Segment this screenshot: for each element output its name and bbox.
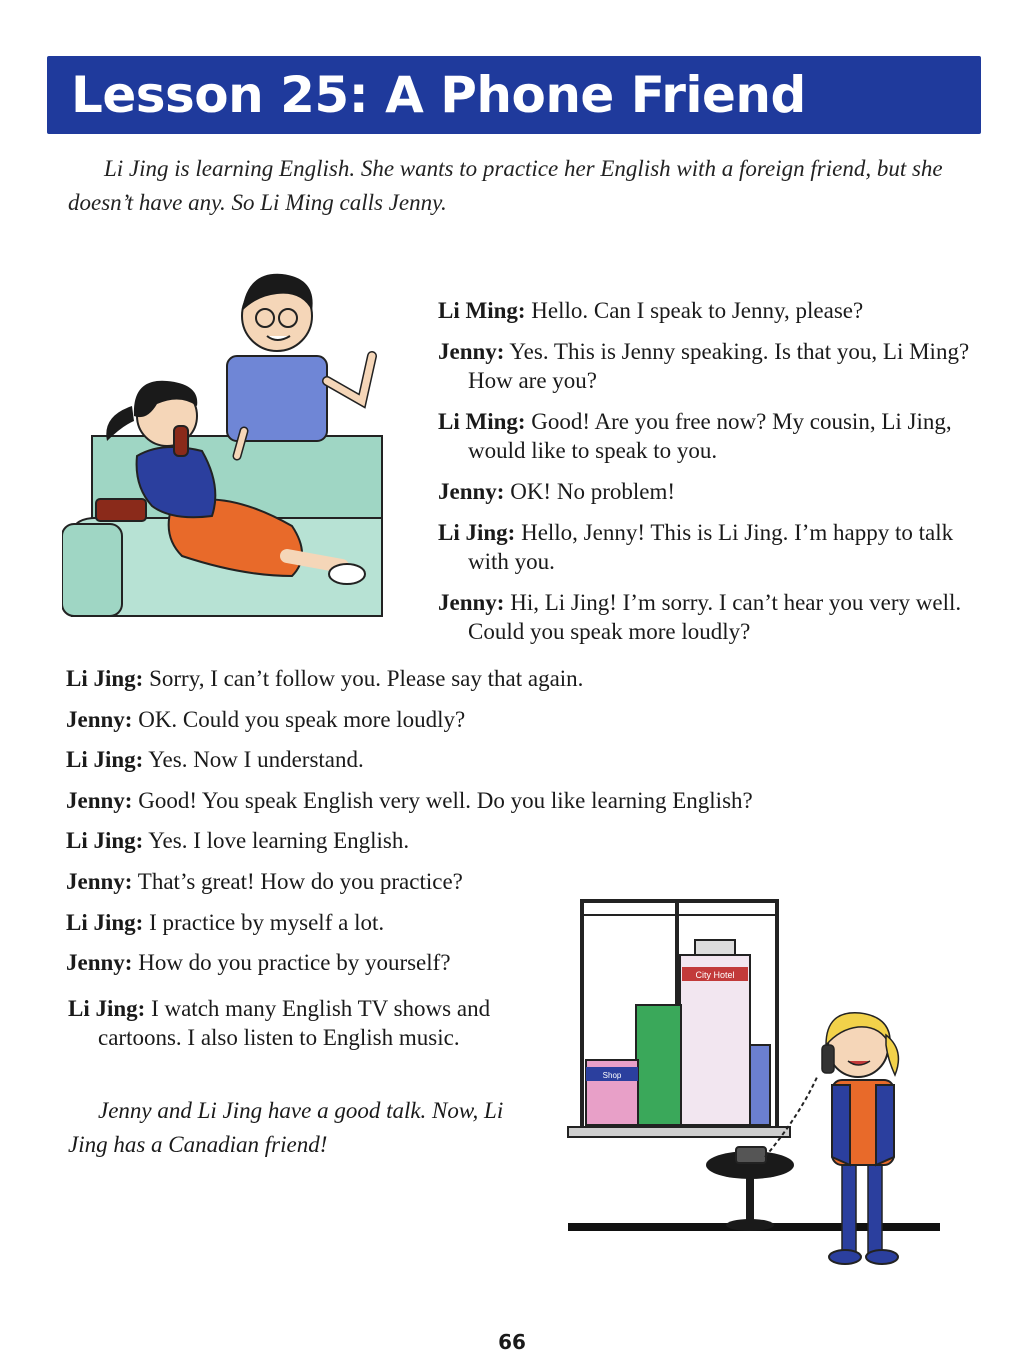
dialog-line: [438, 588, 998, 646]
page-number: 66: [498, 1330, 526, 1354]
speaker: Li Jing:: [438, 520, 516, 545]
speaker: Li Jing:: [66, 666, 144, 691]
dialog-line: [66, 705, 926, 734]
utterance: How do you practice by yourself?: [138, 950, 451, 976]
speaker: Li Jing:: [68, 996, 146, 1021]
utterance: Hello, Jenny! This is Li Jing. I’m happy to talk with you.: [468, 520, 954, 574]
illustration-jenny-on-phone: [560, 895, 950, 1275]
utterance: Sorry, I can’t follow you. Please say that again.: [149, 666, 584, 691]
dialog-line: [438, 296, 998, 325]
utterance: Yes. Now I understand.: [148, 747, 364, 773]
speaker: Jenny:: [66, 950, 133, 976]
intro-paragraph: Li Jing is learning English. She wants to practice her English with a foreign friend, but she doesn’t have any. So Li Ming calls Jenny.: [68, 156, 943, 215]
dialog-last: [68, 994, 508, 1064]
utterance: Good! Are you free now? My cousin, Li Jing, would like to speak to you.: [468, 409, 952, 463]
speaker: Jenny:: [66, 787, 133, 813]
utterance: Good! You speak English very well. Do you like learning English?: [138, 787, 753, 813]
illustration-li-jing-on-phone: [62, 256, 412, 626]
utterance: OK! No problem!: [510, 479, 675, 504]
speaker: Li Ming:: [438, 409, 526, 434]
lesson-title: Lesson 25: A Phone Friend: [71, 66, 806, 124]
dialog-line: [438, 337, 998, 395]
speaker: Jenny:: [438, 339, 505, 364]
utterance: Yes. This is Jenny speaking. Is that you, Li Ming? How are you?: [468, 339, 970, 393]
utterance: I practice by myself a lot.: [149, 909, 385, 935]
dialog-line: [66, 867, 926, 896]
dialog-line: [66, 664, 926, 693]
dialog-line: [438, 477, 998, 506]
dialog-line: [66, 826, 926, 855]
speaker: Li Jing:: [66, 747, 144, 773]
dialog-line: [66, 745, 926, 774]
utterance: Hello. Can I speak to Jenny, please?: [531, 298, 864, 323]
dialog-line: [438, 518, 998, 576]
utterance: Hi, Li Jing! I’m sorry. I can’t hear you very well. Could you speak more loudly?: [468, 590, 962, 644]
lesson-title-bar: [47, 56, 981, 134]
outro-paragraph: Jenny and Li Jing have a good talk. Now, Li Jing has a Canadian friend!: [68, 1098, 504, 1157]
speaker: Li Jing:: [66, 909, 144, 935]
speaker: Jenny:: [438, 590, 505, 615]
dialog-line: [438, 407, 998, 465]
speaker: Jenny:: [66, 706, 133, 732]
dialog-line: [68, 994, 508, 1052]
shop-sign: Shop: [602, 1071, 622, 1080]
hotel-sign: City Hotel: [695, 970, 735, 980]
dialog-top: [438, 296, 998, 658]
utterance: Yes. I love learning English.: [148, 828, 410, 854]
speaker: Li Ming:: [438, 298, 526, 323]
speaker: Li Jing:: [66, 828, 144, 854]
dialog-line: [66, 786, 926, 815]
utterance: I watch many English TV shows and cartoons. I also listen to English music.: [98, 996, 491, 1050]
speaker: Jenny:: [66, 868, 133, 894]
speaker: Jenny:: [438, 479, 505, 504]
utterance: OK. Could you speak more loudly?: [138, 706, 466, 732]
utterance: That’s great! How do you practice?: [137, 868, 463, 894]
